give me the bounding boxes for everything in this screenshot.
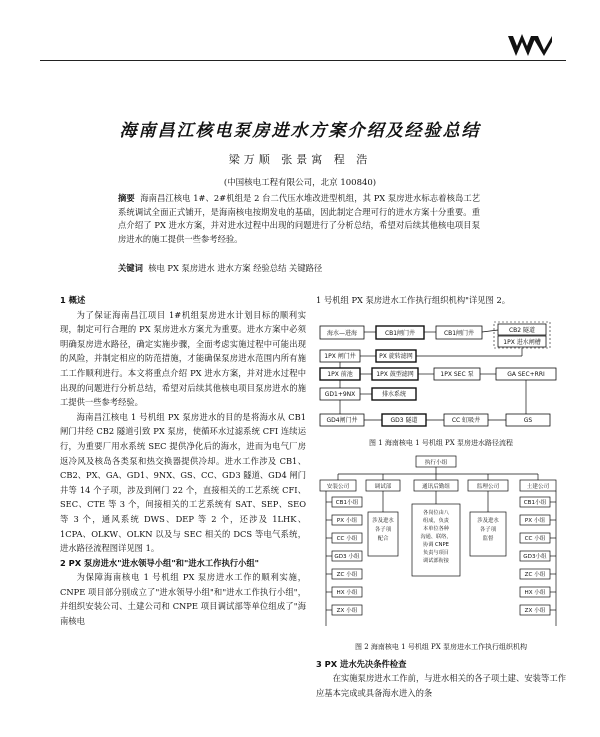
figure-2-org-chart <box>316 454 566 640</box>
keywords-text: 核电 PX 泵房进水 进水方案 经验总结 关键路径 <box>148 263 323 273</box>
fig1-cb1b: CB1闸门井 <box>443 329 475 337</box>
figure-1-flowchart <box>316 312 566 436</box>
fig2-inst-5: HX 小组 <box>336 590 358 597</box>
section-3-heading: 3 PX 进水先决条件检查 <box>316 658 407 669</box>
fig2-col-4: 土建公司 <box>526 484 550 491</box>
right-column <box>316 293 566 701</box>
paragraph-right-top: 1 号机组 PX 泵房进水工作执行组织机构"详见图 2。 <box>316 295 511 305</box>
paragraph-3: 为保障海南核电 1 号机组 PX 泵房进水工作的顺利实施，CNPE 项目部分别成立了"进水领导小组"和"进水工作执行小组"，并组织安装公司、土建公司和 CNPE 项目调试部等单位组成了"海南核电 <box>60 572 306 627</box>
fig2-civ-6: ZX 小组 <box>524 608 546 615</box>
section-2-heading: 2 PX 泵房进水"进水领导小组"和"进水工作执行小组" <box>60 557 259 568</box>
fig1-gs: GS <box>523 416 533 424</box>
fig2-inst-0: CB1小组 <box>335 500 359 507</box>
fig2-civ-5: HX 小组 <box>524 590 546 597</box>
abstract-label: 摘要 <box>118 193 135 203</box>
fig2-col-headers <box>320 474 556 491</box>
fig2-civ-2: CC 小组 <box>524 536 546 543</box>
fig1-gd1: GD1+9NX <box>324 390 356 398</box>
fig2-col-2: 通讯后勤组 <box>422 484 450 491</box>
fig2-civ-4: ZC 小组 <box>524 572 546 579</box>
fig2-col-0: 安装公司 <box>326 484 350 491</box>
fig2-civ-0: CB1小组 <box>523 500 547 507</box>
fig1-cb1: CB1闸门井 <box>384 329 416 337</box>
fig1-px-filter: PX 旋转滤网 <box>379 352 413 360</box>
fig2-top: 执行小组 <box>424 460 448 467</box>
fig2-col-1: 调试部 <box>374 484 392 491</box>
fig2-inst-3: GD3 小组 <box>334 554 360 561</box>
section-1-heading: 1 概述 <box>60 295 86 305</box>
fig1-px-drum: 1PX 鼓型滤网 <box>376 370 414 378</box>
fig1-ga: GA SEC+RRI <box>507 370 545 378</box>
paper-title: 海南昌江核电泵房进水方案介绍及经验总结 <box>119 121 481 141</box>
fig2-inst-2: CC 小组 <box>336 536 358 543</box>
fig1-sea: 海水—进海 <box>326 329 358 337</box>
paragraph-1: 为了保证海南昌江项目 1#机组泵房进水计划目标的顺利实现，制定可行合理的 PX 泵房进水方案尤为重要。进水方案中必须明确泵房进水路径，确定实施步骤，全面考虑实施过程中可能出现的风险，并制定相应的防范措施，才能确保泵房进水范围内所有施工工作顺利进行。本文将重点介绍 PX 进水方案，并对进水过程中出现的问题进行分析总结，希望对后续其他核电项目泵房进水的施工提供一些参考经验。 <box>60 309 306 408</box>
abstract <box>118 192 480 246</box>
fig2-debug-l1: 涉及进水 <box>372 518 394 525</box>
journal-logo <box>508 34 552 58</box>
fig2-col-3: 监理公司 <box>476 484 500 491</box>
header-rule <box>40 60 566 61</box>
fig2-inst-4: ZC 小组 <box>336 572 358 579</box>
fig1-cc: CC 虹吸井 <box>451 416 481 424</box>
left-column <box>60 293 306 629</box>
fig1-cb2: CB2 隧道 <box>508 326 536 334</box>
keywords <box>118 262 498 274</box>
fig2-inst-1: PX 小组 <box>336 518 358 525</box>
fig2-install-items <box>326 497 362 615</box>
fig1-px-gate: 1PX 闸门井 <box>324 352 356 360</box>
paragraph-2: 海南昌江核电 1 号机组 PX 泵房进水的目的是将海水从 CB1 闸门井经 CB2 隧道引致 PX 泵房，使循环水过滤系统 CFI 连续运行，为重要厂用水系统 SEC 提供净化后的海水，进而为电气厂房返冷风及核岛各类泵和热交换器提供冷却。进水工作涉及 CB1、CB2、PX、GA、GD1、9NX、GS、CC、GD3 隧道、GD4 闸门井等 14 个子项，涉及到闸门 22 个，直接相关的工艺系统 CFI、SEC、CTE 等 3 个，间接相关的工艺系统有 SAT、SEP、SEO 等 3 个，通风系统 DWS、DEP 等 2 个，还涉及 1LHK、1CPA、OLKW、OLKN 以及与 SEC 相关的 DCS 等电气系统，进水路径流程图详见图 1。 <box>60 411 306 554</box>
svg-text:涉及进水各子项监督: 涉及进水各子项监督 <box>477 518 499 543</box>
abstract-text: 海南昌江核电 1#、2#机组是 2 台二代压水堆改进型机组，其 PX 泵房进水标志着核岛工艺系统调试全面正式铺开，是海南核电按期发电的基础，因此制定合理可行的进水方案十分重要。重点介绍了 PX 进水方案，并对进水过程中出现的问题进行了分析总结，希望对后续其他核电项目泵房进水的施工提供一些参考经验。 <box>118 193 480 244</box>
paragraph-right-bottom: 在实施泵房进水工作前，与进水相关的各子项土建、安装等工作应基本完成或具备海水进入的条 <box>316 673 566 698</box>
fig2-civ-1: PX 小组 <box>524 518 546 525</box>
figure-1-caption: 图 1 海南核电 1 号机组 PX 泵房进水路径流程 <box>369 438 513 447</box>
fig1-px-sec: 1PX SEC 泵 <box>440 370 474 378</box>
fig1-px-pool: 1PX 前池 <box>327 370 353 378</box>
fig1-gd4: GD4闸门井 <box>326 416 358 424</box>
fig2-inst-6: ZX 小组 <box>336 608 358 615</box>
fig2-civil-items <box>520 497 556 615</box>
figure-2-caption: 图 2 海南核电 1 号机组 PX 泵房进水工作执行组织机构 <box>355 643 527 652</box>
keywords-label: 关键词 <box>118 263 143 273</box>
fig1-px-inlet: 1PX 进水闸槽 <box>503 338 541 346</box>
fig2-civ-3: GD3小组 <box>523 554 547 561</box>
authors: 梁万顺 张景寓 程 浩 <box>228 153 372 166</box>
affiliation: (中国核电工程有限公司，北京 100840) <box>223 178 377 188</box>
svg-text:涉及进水各子项配合: 涉及进水各子项配合 <box>372 518 394 543</box>
svg-text:各岗位由八组成，负责本单位各种沟通、联络，协调 CNPE负责: 各岗位由八组成，负责本单位各种沟通、联络，协调 CNPE 负责与项目调试部衔接 <box>420 510 452 565</box>
fig1-gd3: GD3 隧道 <box>390 416 418 424</box>
fig1-drain: 排水系统 <box>381 390 407 398</box>
